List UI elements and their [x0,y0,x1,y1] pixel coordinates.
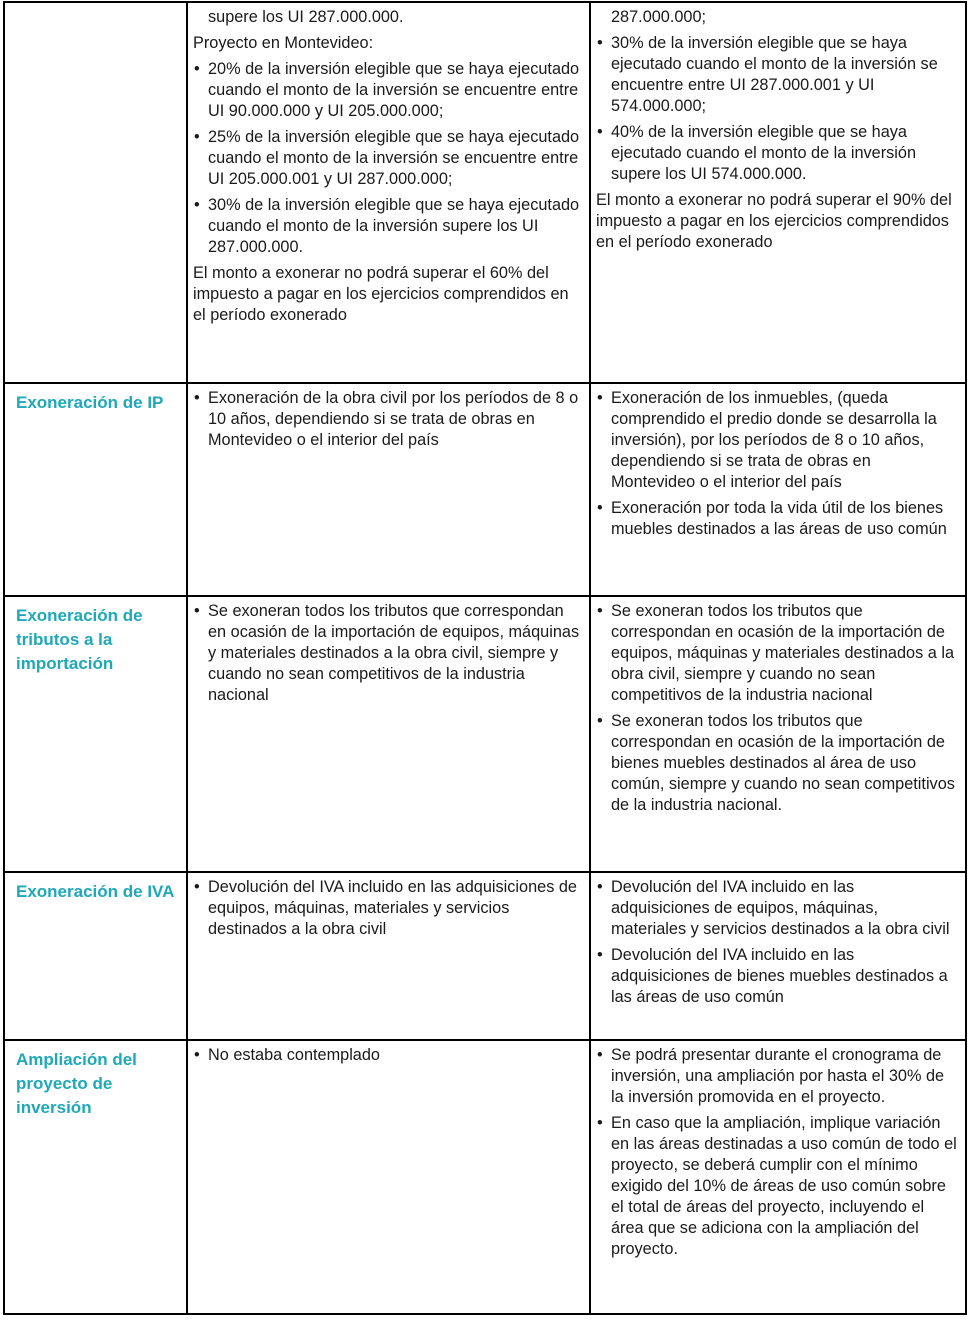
list-item: • Devolución del IVA incluido en las adquisiciones de bienes muebles destinados a las áreas de uso común [597,946,948,1006]
row-label-cell [4,1040,187,1314]
bullet-icon: • [194,60,200,78]
table-row-exoneracion-iva [4,872,966,1040]
new-regime-cell [590,1040,966,1314]
previous-regime-cell [187,2,590,383]
row-label-cell [4,872,187,1040]
row-label: Ampliación del proyecto de inversión [16,1050,137,1117]
bullet-icon: • [597,946,603,964]
bullet-icon: • [597,1046,603,1064]
list-item: • Exoneración de los inmuebles, (queda comprendido el predio donde se desarrolla la inversión), por los períodos de 8 o 10 años, dependiendo si se trata de obras en Montevideo o el interior del país [597,389,937,491]
row-label [5,3,186,10]
row-label: Exoneración de IP [16,393,164,412]
row-label-cell [4,2,187,383]
bullet-icon: • [597,878,603,896]
table-row-exoneracion-ip [4,383,966,596]
previous-regime-cell [187,1040,590,1314]
row-label: Exoneración de IVA [16,882,175,901]
table-row-ampliacion-proyecto [4,1040,966,1314]
bullet-icon: • [194,196,200,214]
bullet-icon: • [597,499,603,517]
list-item: • 25% de la inversión elegible que se haya ejecutado cuando el monto de la inversión se encuentre entre UI 205.000.001 y UI 287.000.000; [194,128,580,188]
list-item: • 40% de la inversión elegible que se haya ejecutado cuando el monto de la inversión supere los UI 574.000.000. [597,123,917,183]
list-item: • 30% de la inversión elegible que se haya ejecutado cuando el monto de la inversión se encuentre entre UI 287.000.001 y UI 574.000.000; [597,34,938,115]
new-regime-cell [590,383,966,596]
list-item: • Exoneración por toda la vida útil de los bienes muebles destinados a las áreas de uso común [597,499,947,538]
table-row-exoneracion-tributos-importacion [4,596,966,872]
bullet-icon: • [597,1114,603,1132]
previous-regime-cell [187,596,590,872]
bullet-icon: • [597,712,603,730]
bullet-icon: • [194,878,200,896]
new-regime-cell [590,872,966,1040]
bullet-icon: • [194,128,200,146]
comparison-table [3,1,967,1315]
row-label-cell [4,596,187,872]
previous-regime-cell [187,383,590,596]
list-item: • Se podrá presentar durante el cronograma de inversión, una ampliación por hasta el 30% de la inversión promovida en el proyecto. [597,1046,945,1106]
bullet-icon: • [597,389,603,407]
intro-text: Proyecto en Montevideo: [193,34,374,52]
limit-note: El monto a exonerar no podrá superar el 90% del impuesto a pagar en los ejercicios comprendidos en el período exonerado [596,191,952,251]
list-item: • Devolución del IVA incluido en las adquisiciones de equipos, máquinas, materiales y servicios destinados a la obra civil [597,878,950,938]
table-row-irae-continued [4,2,966,383]
list-item: • Devolución del IVA incluido en las adquisiciones de equipos, máquinas, materiales y servicios destinados a la obra civil [194,878,577,938]
row-label-cell [4,383,187,596]
list-item: • Se exoneran todos los tributos que correspondan en ocasión de la importación de equipos, máquinas y materiales destinados a la obra civil, siempre y cuando no sean competitivos de la industria nacional [597,602,955,704]
bullet-icon: • [194,1046,200,1064]
new-regime-cell [590,596,966,872]
continuation-text: 287.000.000; [611,8,707,26]
row-label: Exoneración de tributos a la importación [16,606,143,673]
list-item: • En caso que la ampliación, implique variación en las áreas destinadas a uso común de todo el proyecto, se deberá cumplir con el mínimo exigido del 10% de áreas de uso común sobre el total de áreas del proyecto, incluyendo el área que se adiciona con la ampliación del proyecto. [597,1114,957,1258]
list-item: • Se exoneran todos los tributos que correspondan en ocasión de la importación de bienes muebles destinados al área de uso común, siempre y cuando no sean competitivos de la industria nacional. [597,712,955,814]
list-item: • 30% de la inversión elegible que se haya ejecutado cuando el monto de la inversión supere los UI 287.000.000. [194,196,580,256]
bullet-icon: • [194,602,200,620]
bullet-icon: • [597,123,603,141]
bullet-icon: • [597,34,603,52]
list-item: • Se exoneran todos los tributos que correspondan en ocasión de la importación de equipos, máquinas y materiales destinados a la obra civil, siempre y cuando no sean competitivos de la industria nacional [194,602,580,704]
list-item: • Exoneración de la obra civil por los períodos de 8 o 10 años, dependiendo si se trata de obras en Montevideo o el interior del país [194,389,579,449]
previous-regime-cell [187,872,590,1040]
list-item: • 20% de la inversión elegible que se haya ejecutado cuando el monto de la inversión se encuentre entre UI 90.000.000 y UI 205.000.000; [194,60,580,120]
list-item: • No estaba contemplado [194,1046,380,1064]
limit-note: El monto a exonerar no podrá superar el 60% del impuesto a pagar en los ejercicios comprendidos en el período exonerado [193,264,569,324]
bullet-icon: • [597,602,603,620]
continuation-text: supere los UI 287.000.000. [208,8,404,26]
new-regime-cell [590,2,966,383]
bullet-icon: • [194,389,200,407]
